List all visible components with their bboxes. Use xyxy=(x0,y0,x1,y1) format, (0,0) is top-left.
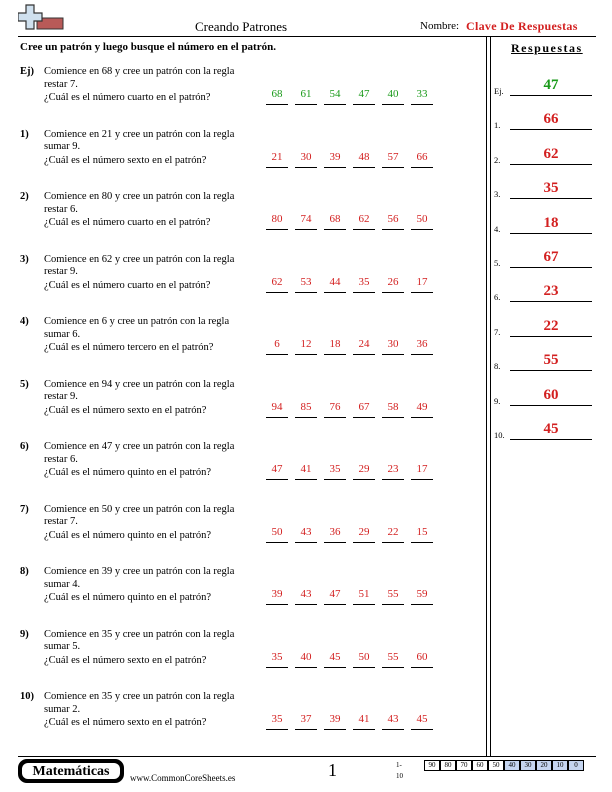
sequence-term: 41 xyxy=(300,463,312,475)
sequence-term: 17 xyxy=(416,463,428,475)
sequence-blank-line xyxy=(295,292,317,293)
sequence-blank-line xyxy=(411,604,433,605)
sequence-blank-line xyxy=(353,292,375,293)
sequence-blank-line xyxy=(353,667,375,668)
problem-text: Comience en 35 y cree un patrón con la regla sumar 2. xyxy=(44,691,235,715)
answer-label: 9. xyxy=(494,395,501,406)
answer-line xyxy=(510,233,592,234)
problem-item xyxy=(20,629,460,679)
sequence-blank-line xyxy=(324,604,346,605)
sequence-blank-line xyxy=(324,479,346,480)
answer-row xyxy=(494,345,604,371)
problem-item xyxy=(20,691,460,741)
score-cell: 20 xyxy=(536,760,552,771)
sequence-term: 41 xyxy=(358,713,370,725)
sequence-term: 49 xyxy=(416,400,428,413)
answer-line xyxy=(510,370,592,371)
sequence-term: 67 xyxy=(358,400,370,413)
sequence-term: 39 xyxy=(329,150,341,163)
sequence-term: 35 xyxy=(271,650,283,663)
sequence-term: 56 xyxy=(387,213,399,225)
answer-value: 47 xyxy=(543,77,559,93)
problem-item xyxy=(20,441,460,491)
sequence-blank-line xyxy=(295,229,317,230)
answer-row xyxy=(494,208,604,234)
sequence-blank-line xyxy=(353,104,375,105)
sequence-blank-line xyxy=(266,417,288,418)
sequence-blank-line xyxy=(382,542,404,543)
sequence-blank-line xyxy=(382,729,404,730)
score-range-label: 1-10 xyxy=(396,761,403,780)
problem-item xyxy=(20,129,460,179)
answer-value: 35 xyxy=(543,180,559,197)
problem-question: ¿Cuál es el número quinto en el patrón? xyxy=(44,467,212,478)
problem-question: ¿Cuál es el número cuarto en el patrón? xyxy=(44,279,211,291)
sequence-term: 43 xyxy=(300,588,312,600)
score-cell: 0 xyxy=(568,760,584,771)
sequence-term: 35 xyxy=(329,463,341,475)
brand-badge xyxy=(18,759,124,783)
sequence-term: 76 xyxy=(329,400,341,413)
problem-question: ¿Cuál es el número sexto en el patrón? xyxy=(44,404,207,416)
sequence-term: 50 xyxy=(358,650,370,663)
sequence-blank-line xyxy=(295,604,317,605)
answer-value: 45 xyxy=(543,421,559,437)
sequence-blank-line xyxy=(411,417,433,418)
problem-number: 3) xyxy=(20,253,29,265)
sequence-term: 35 xyxy=(271,713,283,725)
sequence-blank-line xyxy=(295,479,317,480)
answer-column-divider-inner xyxy=(490,36,491,756)
name-value: Clave De Respuestas xyxy=(466,19,578,33)
sequence-blank-line xyxy=(266,479,288,480)
answer-label: 2. xyxy=(494,154,501,165)
page-title: Creando Patrones xyxy=(195,19,288,34)
sequence-term: 43 xyxy=(387,713,399,725)
sequence-blank-line xyxy=(353,542,375,543)
problem-question: ¿Cuál es el número tercero en el patrón? xyxy=(44,342,214,353)
sequence-blank-line xyxy=(353,479,375,480)
sequence-term: 51 xyxy=(358,588,370,600)
answer-label: 5. xyxy=(494,258,501,268)
problem-item xyxy=(20,504,460,554)
sequence-term: 30 xyxy=(300,150,312,163)
answer-value: 67 xyxy=(543,249,559,265)
problem-text: Comience en 94 y cree un patrón con la regla restar 9. xyxy=(44,378,235,402)
sequence-blank-line xyxy=(382,354,404,355)
sequence-term: 94 xyxy=(271,400,283,413)
problem-number: 7) xyxy=(20,503,29,515)
problem-item xyxy=(20,566,460,616)
sequence-term: 47 xyxy=(271,463,283,475)
sequence-term: 26 xyxy=(387,275,399,288)
sequence-blank-line xyxy=(382,292,404,293)
sequence-term: 33 xyxy=(416,88,428,100)
sequence-term: 47 xyxy=(358,88,370,100)
answer-value: 22 xyxy=(543,317,559,334)
sequence-term: 55 xyxy=(387,588,399,600)
answer-label: 1. xyxy=(494,120,501,131)
header-divider xyxy=(18,36,596,37)
answer-label: 6. xyxy=(494,292,501,303)
answer-row xyxy=(494,173,604,199)
answer-line xyxy=(510,164,592,165)
sequence-blank-line xyxy=(266,667,288,668)
sequence-blank-line xyxy=(353,229,375,230)
answer-line xyxy=(510,198,592,199)
problem-text: Comience en 50 y cree un patrón con la regla restar 7. xyxy=(44,503,235,527)
sequence-term: 74 xyxy=(300,213,312,225)
score-cell: 30 xyxy=(520,760,536,771)
problem-number: 6) xyxy=(20,441,29,452)
sequence-blank-line xyxy=(266,729,288,730)
sequence-blank-line xyxy=(382,417,404,418)
answer-value: 66 xyxy=(543,111,559,128)
sequence-blank-line xyxy=(324,354,346,355)
problem-item xyxy=(20,379,460,429)
sequence-term: 17 xyxy=(416,275,428,288)
sequence-blank-line xyxy=(353,167,375,168)
problem-item xyxy=(20,191,460,241)
sequence-blank-line xyxy=(266,292,288,293)
sequence-blank-line xyxy=(295,542,317,543)
answers-heading: Respuestas xyxy=(511,41,583,55)
sequence-term: 58 xyxy=(387,400,399,413)
sequence-term: 37 xyxy=(300,713,312,725)
answer-row xyxy=(494,311,604,337)
answer-line xyxy=(510,301,592,302)
sequence-term: 54 xyxy=(329,88,341,100)
sequence-blank-line xyxy=(382,167,404,168)
sequence-blank-line xyxy=(295,417,317,418)
answer-row xyxy=(494,242,604,268)
answer-label: 7. xyxy=(494,326,501,337)
sequence-term: 18 xyxy=(329,338,341,350)
answer-line xyxy=(510,95,592,96)
sequence-blank-line xyxy=(295,354,317,355)
sequence-term: 85 xyxy=(300,400,312,413)
problem-number: 1) xyxy=(20,128,29,140)
answer-row xyxy=(494,70,604,96)
sequence-term: 23 xyxy=(387,463,399,475)
sequence-term: 24 xyxy=(358,338,370,350)
sequence-blank-line xyxy=(382,229,404,230)
sequence-blank-line xyxy=(266,542,288,543)
sequence-blank-line xyxy=(411,229,433,230)
problem-item xyxy=(20,254,460,304)
sequence-term: 39 xyxy=(271,588,283,600)
sequence-term: 60 xyxy=(416,650,428,663)
sequence-blank-line xyxy=(353,729,375,730)
sequence-term: 66 xyxy=(416,150,428,163)
answer-column-divider xyxy=(486,36,487,756)
score-cell: 90 xyxy=(424,760,440,771)
problem-question: ¿Cuál es el número cuarto en el patrón? xyxy=(44,217,211,228)
answer-label: 4. xyxy=(494,223,501,234)
sequence-term: 50 xyxy=(416,213,428,225)
answer-line xyxy=(510,439,592,440)
name-label: Nombre: xyxy=(420,20,460,32)
sequence-blank-line xyxy=(382,104,404,105)
answer-value: 18 xyxy=(543,214,559,231)
sequence-blank-line xyxy=(324,104,346,105)
sequence-blank-line xyxy=(266,604,288,605)
sequence-term: 6 xyxy=(274,338,280,350)
problem-text: Comience en 62 y cree un patrón con la regla restar 9. xyxy=(44,253,235,277)
problem-text: Comience en 35 y cree un patrón con la regla sumar 5. xyxy=(44,628,235,652)
problem-question: ¿Cuál es el número sexto en el patrón? xyxy=(44,154,207,166)
score-cell: 10 xyxy=(552,760,568,771)
sequence-term: 45 xyxy=(416,713,428,725)
sequence-term: 40 xyxy=(387,88,399,100)
sequence-blank-line xyxy=(353,417,375,418)
answer-row xyxy=(494,414,604,440)
sequence-term: 45 xyxy=(329,650,341,663)
footer-divider xyxy=(18,756,596,757)
sequence-term: 47 xyxy=(329,588,341,600)
problem-number: 9) xyxy=(20,628,29,640)
sequence-term: 39 xyxy=(329,713,341,725)
score-cell: 80 xyxy=(440,760,456,771)
sequence-blank-line xyxy=(411,479,433,480)
sequence-blank-line xyxy=(295,667,317,668)
sequence-blank-line xyxy=(382,604,404,605)
problem-text: Comience en 47 y cree un patrón con la regla restar 6. xyxy=(44,441,235,465)
sequence-blank-line xyxy=(382,479,404,480)
answer-line xyxy=(510,405,592,406)
score-cell: 40 xyxy=(504,760,520,771)
sequence-blank-line xyxy=(353,354,375,355)
answer-label: 3. xyxy=(494,189,501,200)
problem-item xyxy=(20,66,460,116)
answer-label: 10. xyxy=(494,430,505,440)
sequence-term: 80 xyxy=(271,213,283,225)
sequence-term: 62 xyxy=(271,275,283,288)
problem-question: ¿Cuál es el número sexto en el patrón? xyxy=(44,654,207,666)
sequence-blank-line xyxy=(295,729,317,730)
sequence-blank-line xyxy=(382,667,404,668)
sequence-blank-line xyxy=(411,667,433,668)
sequence-blank-line xyxy=(295,167,317,168)
sequence-term: 55 xyxy=(387,650,399,663)
problem-text: Comience en 68 y cree un patrón con la regla restar 7. xyxy=(44,66,235,90)
sequence-term: 50 xyxy=(271,525,283,538)
sequence-term: 68 xyxy=(271,88,283,100)
problem-number: Ej) xyxy=(20,66,34,77)
sequence-term: 57 xyxy=(387,150,399,163)
sequence-blank-line xyxy=(324,667,346,668)
score-cell: 60 xyxy=(472,760,488,771)
sequence-blank-line xyxy=(266,167,288,168)
problem-question: ¿Cuál es el número quinto en el patrón? xyxy=(44,529,212,541)
answer-line xyxy=(510,336,592,337)
problem-number: 2) xyxy=(20,191,29,202)
problem-number: 5) xyxy=(20,378,29,390)
problem-question: ¿Cuál es el número sexto en el patrón? xyxy=(44,717,207,728)
answer-row xyxy=(494,380,604,406)
sequence-blank-line xyxy=(324,542,346,543)
sequence-blank-line xyxy=(295,104,317,105)
page-number: 1 xyxy=(328,760,337,780)
sequence-term: 22 xyxy=(387,525,399,538)
sequence-blank-line xyxy=(324,729,346,730)
sequence-blank-line xyxy=(324,417,346,418)
problem-text: Comience en 39 y cree un patrón con la regla sumar 4. xyxy=(44,566,235,590)
sequence-blank-line xyxy=(324,167,346,168)
sequence-term: 62 xyxy=(358,213,370,225)
sequence-blank-line xyxy=(266,354,288,355)
score-cell: 50 xyxy=(488,760,504,771)
problem-number: 10) xyxy=(20,691,34,702)
sequence-blank-line xyxy=(411,354,433,355)
answer-value: 62 xyxy=(543,145,559,162)
answer-value: 55 xyxy=(543,352,559,369)
sequence-blank-line xyxy=(266,104,288,105)
sequence-term: 30 xyxy=(387,338,399,350)
sequence-blank-line xyxy=(411,167,433,168)
answer-label: 8. xyxy=(494,361,501,372)
score-cell: 70 xyxy=(456,760,472,771)
sequence-term: 44 xyxy=(329,275,341,288)
problem-text: Comience en 21 y cree un patrón con la regla sumar 9. xyxy=(44,128,235,152)
sequence-blank-line xyxy=(266,229,288,230)
sequence-blank-line xyxy=(411,542,433,543)
sequence-blank-line xyxy=(411,292,433,293)
sequence-term: 36 xyxy=(329,525,341,538)
sequence-term: 12 xyxy=(300,338,312,350)
sequence-blank-line xyxy=(353,604,375,605)
answer-label: Ej. xyxy=(494,86,504,96)
problem-number: 8) xyxy=(20,566,29,577)
sequence-term: 53 xyxy=(300,275,312,288)
answer-value: 23 xyxy=(543,283,559,300)
answer-row xyxy=(494,276,604,302)
sequence-term: 59 xyxy=(416,588,428,600)
problem-question: ¿Cuál es el número cuarto en el patrón? xyxy=(44,92,211,103)
sequence-blank-line xyxy=(324,292,346,293)
instructions: Cree un patrón y luego busque el número en el patrón. xyxy=(20,41,276,53)
sequence-term: 40 xyxy=(300,650,312,663)
logo-icon xyxy=(18,4,68,38)
problem-question: ¿Cuál es el número quinto en el patrón? xyxy=(44,592,212,603)
problem-number: 4) xyxy=(20,316,29,327)
problem-text: Comience en 6 y cree un patrón con la regla sumar 6. xyxy=(44,316,230,340)
sequence-term: 21 xyxy=(271,150,283,163)
sequence-term: 68 xyxy=(329,213,341,225)
problem-item xyxy=(20,316,460,366)
answer-row xyxy=(494,139,604,165)
sequence-blank-line xyxy=(411,104,433,105)
sequence-blank-line xyxy=(411,729,433,730)
sequence-term: 48 xyxy=(358,150,370,163)
sequence-term: 15 xyxy=(416,525,428,538)
problem-text: Comience en 80 y cree un patrón con la regla restar 6. xyxy=(44,191,235,215)
answer-row xyxy=(494,104,604,130)
sequence-term: 61 xyxy=(300,88,312,100)
sequence-term: 29 xyxy=(358,463,370,475)
answer-line xyxy=(510,129,592,130)
brand-label: Matemáticas xyxy=(22,763,120,779)
site-url: www.CommonCoreSheets.es xyxy=(130,773,236,783)
answer-value: 60 xyxy=(543,386,559,403)
sequence-term: 35 xyxy=(358,275,370,288)
sequence-term: 43 xyxy=(300,525,312,538)
sequence-term: 29 xyxy=(358,525,370,538)
sequence-term: 36 xyxy=(416,338,428,350)
sequence-blank-line xyxy=(324,229,346,230)
answer-line xyxy=(510,267,592,268)
